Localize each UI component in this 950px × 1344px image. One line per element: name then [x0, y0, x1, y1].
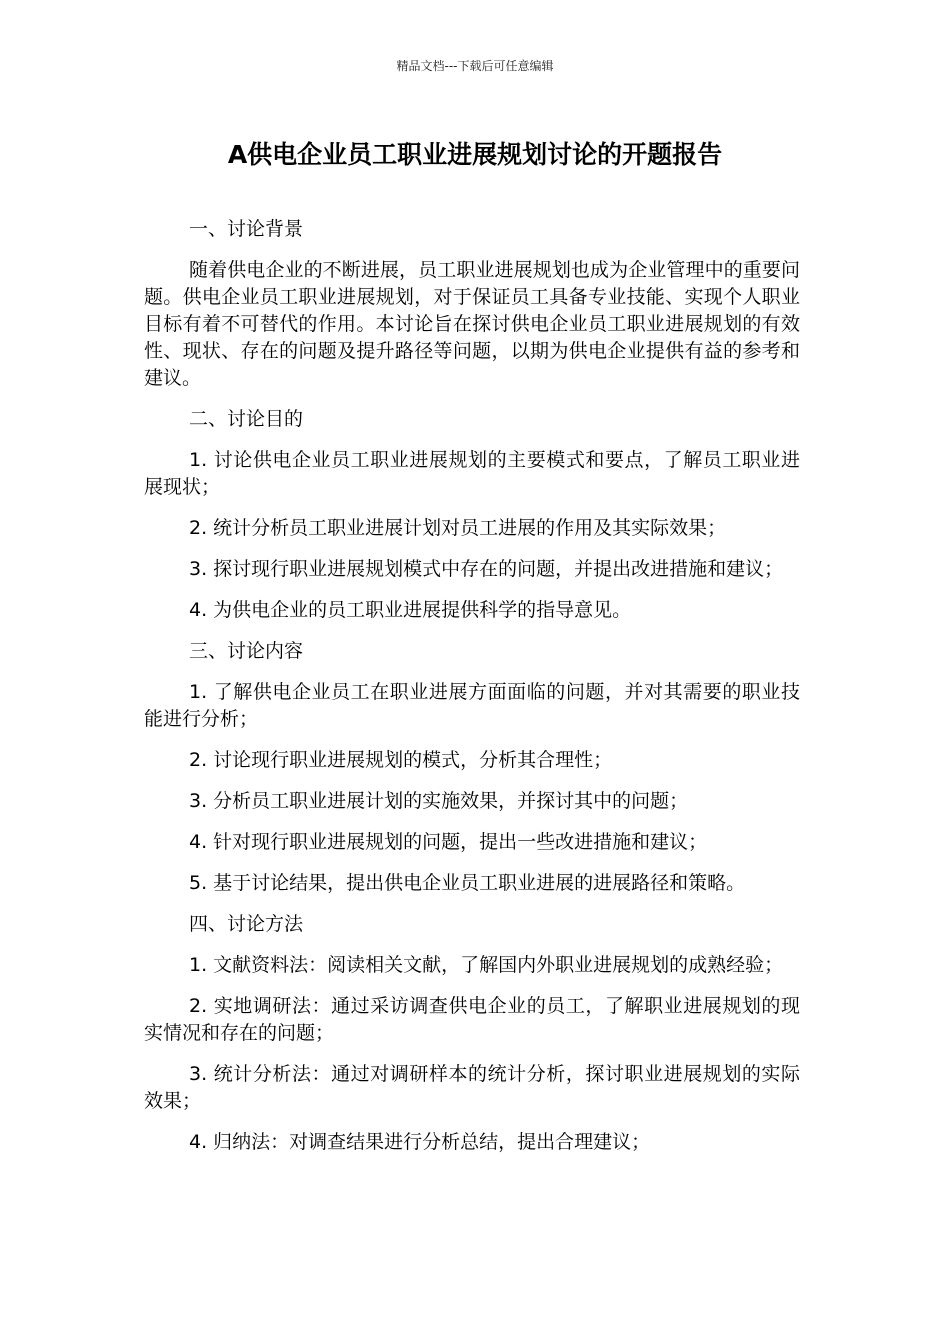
list-item: 4. 针对现行职业进展规划的问题，提出一些改进措施和建议； [189, 831, 708, 853]
list-item: 1. 了解供电企业员工在职业进展方面面临的问题，并对其需要的职业技能进行分析； [144, 681, 800, 730]
list-item: 3. 探讨现行职业进展规划模式中存在的问题，并提出改进措施和建议； [189, 558, 784, 580]
list-item: 3. 统计分析法：通过对调研样本的统计分析，探讨职业进展规划的实际效果； [144, 1063, 800, 1112]
list-item: 1. 讨论供电企业员工职业进展规划的主要模式和要点，了解员工职业进展现状； [144, 449, 800, 498]
list-item: 4. 归纳法：对调查结果进行分析总结，提出合理建议； [189, 1131, 651, 1153]
section-heading-purpose: 二、讨论目的 [189, 408, 304, 430]
section-heading-background: 一、讨论背景 [189, 218, 304, 240]
document-title: A供电企业员工职业进展规划讨论的开题报告 [227, 140, 723, 169]
section-heading-methods: 四、讨论方法 [189, 913, 304, 935]
list-item: 2. 讨论现行职业进展规划的模式，分析其合理性； [189, 749, 613, 771]
list-item: 2. 统计分析员工职业进展计划对员工进展的作用及其实际效果； [189, 517, 727, 539]
list-item: 4. 为供电企业的员工职业进展提供科学的指导意见。 [189, 599, 632, 621]
paragraph: 随着供电企业的不断进展，员工职业进展规划也成为企业管理中的重要问题。供电企业员工职业进展规划，对于保证员工具备专业技能、实现个人职业目标有着不可替代的作用。本讨论旨在探讨供电企业员工职业进展规划的有效性、现状、存在的问题及提升路径等问题，以期为供电企业提供有益的参考和建议。 [144, 259, 800, 389]
header-note: 精品文档---下载后可任意编辑 [396, 59, 554, 73]
list-item: 2. 实地调研法：通过采访调查供电企业的员工，了解职业进展规划的现实情况和存在的问题； [144, 995, 800, 1044]
list-item: 5. 基于讨论结果，提出供电企业员工职业进展的进展路径和策略。 [189, 872, 746, 894]
section-heading-content: 三、讨论内容 [189, 640, 304, 662]
list-item: 3. 分析员工职业进展计划的实施效果，并探讨其中的问题； [189, 790, 689, 812]
list-item: 1. 文献资料法：阅读相关文献，了解国内外职业进展规划的成熟经验； [189, 954, 784, 976]
document-body [144, 216, 800, 1170]
